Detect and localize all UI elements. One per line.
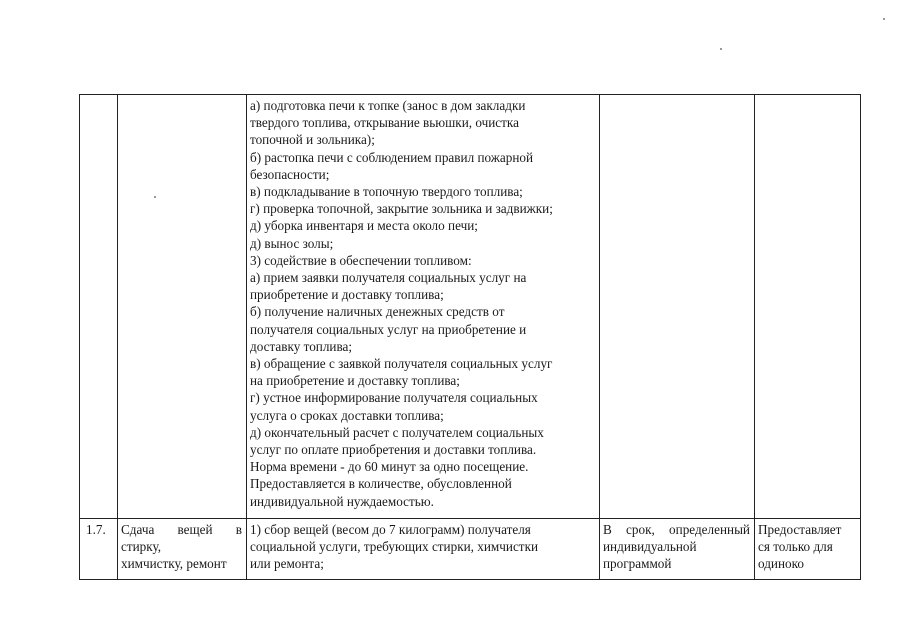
service-name-line: стирку,: [121, 539, 162, 555]
content-line: 1) сбор вещей (весом до 7 килограмм) получателя: [250, 522, 531, 537]
content-line: б) растопка печи с соблюдением правил пожарной: [250, 149, 534, 165]
condition-line: одиноко: [758, 556, 804, 572]
row-number: 1.7.: [86, 522, 106, 537]
content-line: а) подготовка печи к топке (занос в дом закладки: [250, 98, 526, 113]
content-line: Предоставляется в количестве, обусловленной: [250, 476, 512, 492]
content-line: г) устное информирование получателя социальных: [250, 390, 538, 406]
content-line: безопасности;: [250, 166, 330, 182]
service-name-line: Сдача вещей в: [121, 522, 242, 537]
term-text: [600, 519, 754, 575]
content-line: получателя социальных услуг на приобретение и: [250, 321, 527, 337]
content-line: а) прием заявки получателя социальных услуг на: [250, 270, 527, 286]
scan-speck: [720, 48, 722, 50]
service-content-cell: [247, 95, 600, 519]
scan-speck: [154, 196, 156, 198]
services-table: [79, 94, 861, 580]
condition-line: Предоставляет: [758, 522, 842, 537]
content-line: в) подкладывание в топочную твердого топлива;: [250, 184, 523, 200]
content-line: доставку топлива;: [250, 338, 353, 354]
service-name-cell: [118, 519, 247, 580]
content-line: услуга о сроках доставки топлива;: [250, 407, 444, 423]
content-line: твердого топлива, открывание вьюшки, очистка: [250, 115, 519, 131]
content-line: или ремонта;: [250, 556, 324, 572]
content-line: Норма времени - до 60 минут за одно посещение.: [250, 459, 529, 475]
condition-cell: [755, 519, 861, 580]
condition-cell: [755, 95, 861, 519]
table-row-1-7: [80, 519, 861, 580]
service-name-text: [118, 519, 246, 575]
term-line: В срок, определенный: [603, 522, 750, 537]
term-cell: [600, 519, 755, 580]
content-line: топочной и зольника);: [250, 132, 375, 148]
content-line: индивидуальной нуждаемостью.: [250, 493, 434, 509]
table-row-continuation: [80, 95, 861, 519]
term-cell: [600, 95, 755, 519]
service-content-cell: [247, 519, 600, 580]
service-name-line: химчистку, ремонт: [121, 556, 227, 572]
content-line: социальной услуги, требующих стирки, химчистки: [250, 539, 539, 555]
content-line: услуг по оплате приобретения и доставки топлива.: [250, 442, 537, 458]
content-line: д) вынос золы;: [250, 235, 334, 251]
scan-speck: [883, 18, 885, 20]
content-line: г) проверка топочной, закрытие зольника и задвижки;: [250, 201, 553, 217]
service-content-text: [247, 519, 599, 575]
number-cell: [80, 519, 118, 580]
content-line: приобретение и доставку топлива;: [250, 287, 444, 303]
condition-line: ся только для: [758, 539, 833, 555]
content-line: б) получение наличных денежных средств от: [250, 304, 505, 320]
condition-text: [755, 519, 860, 575]
number-cell: [80, 95, 118, 519]
service-content-text: [247, 95, 599, 512]
content-line: д) уборка инвентаря и места около печи;: [250, 218, 478, 234]
term-line: программой: [603, 556, 672, 572]
term-line: индивидуальной: [603, 539, 697, 555]
content-line: на приобретение и доставку топлива;: [250, 373, 460, 389]
content-line: 3) содействие в обеспечении топливом:: [250, 252, 472, 268]
content-line: д) окончательный расчет с получателем социальных: [250, 424, 544, 440]
service-name-cell: [118, 95, 247, 519]
content-line: в) обращение с заявкой получателя социальных услуг: [250, 356, 553, 372]
